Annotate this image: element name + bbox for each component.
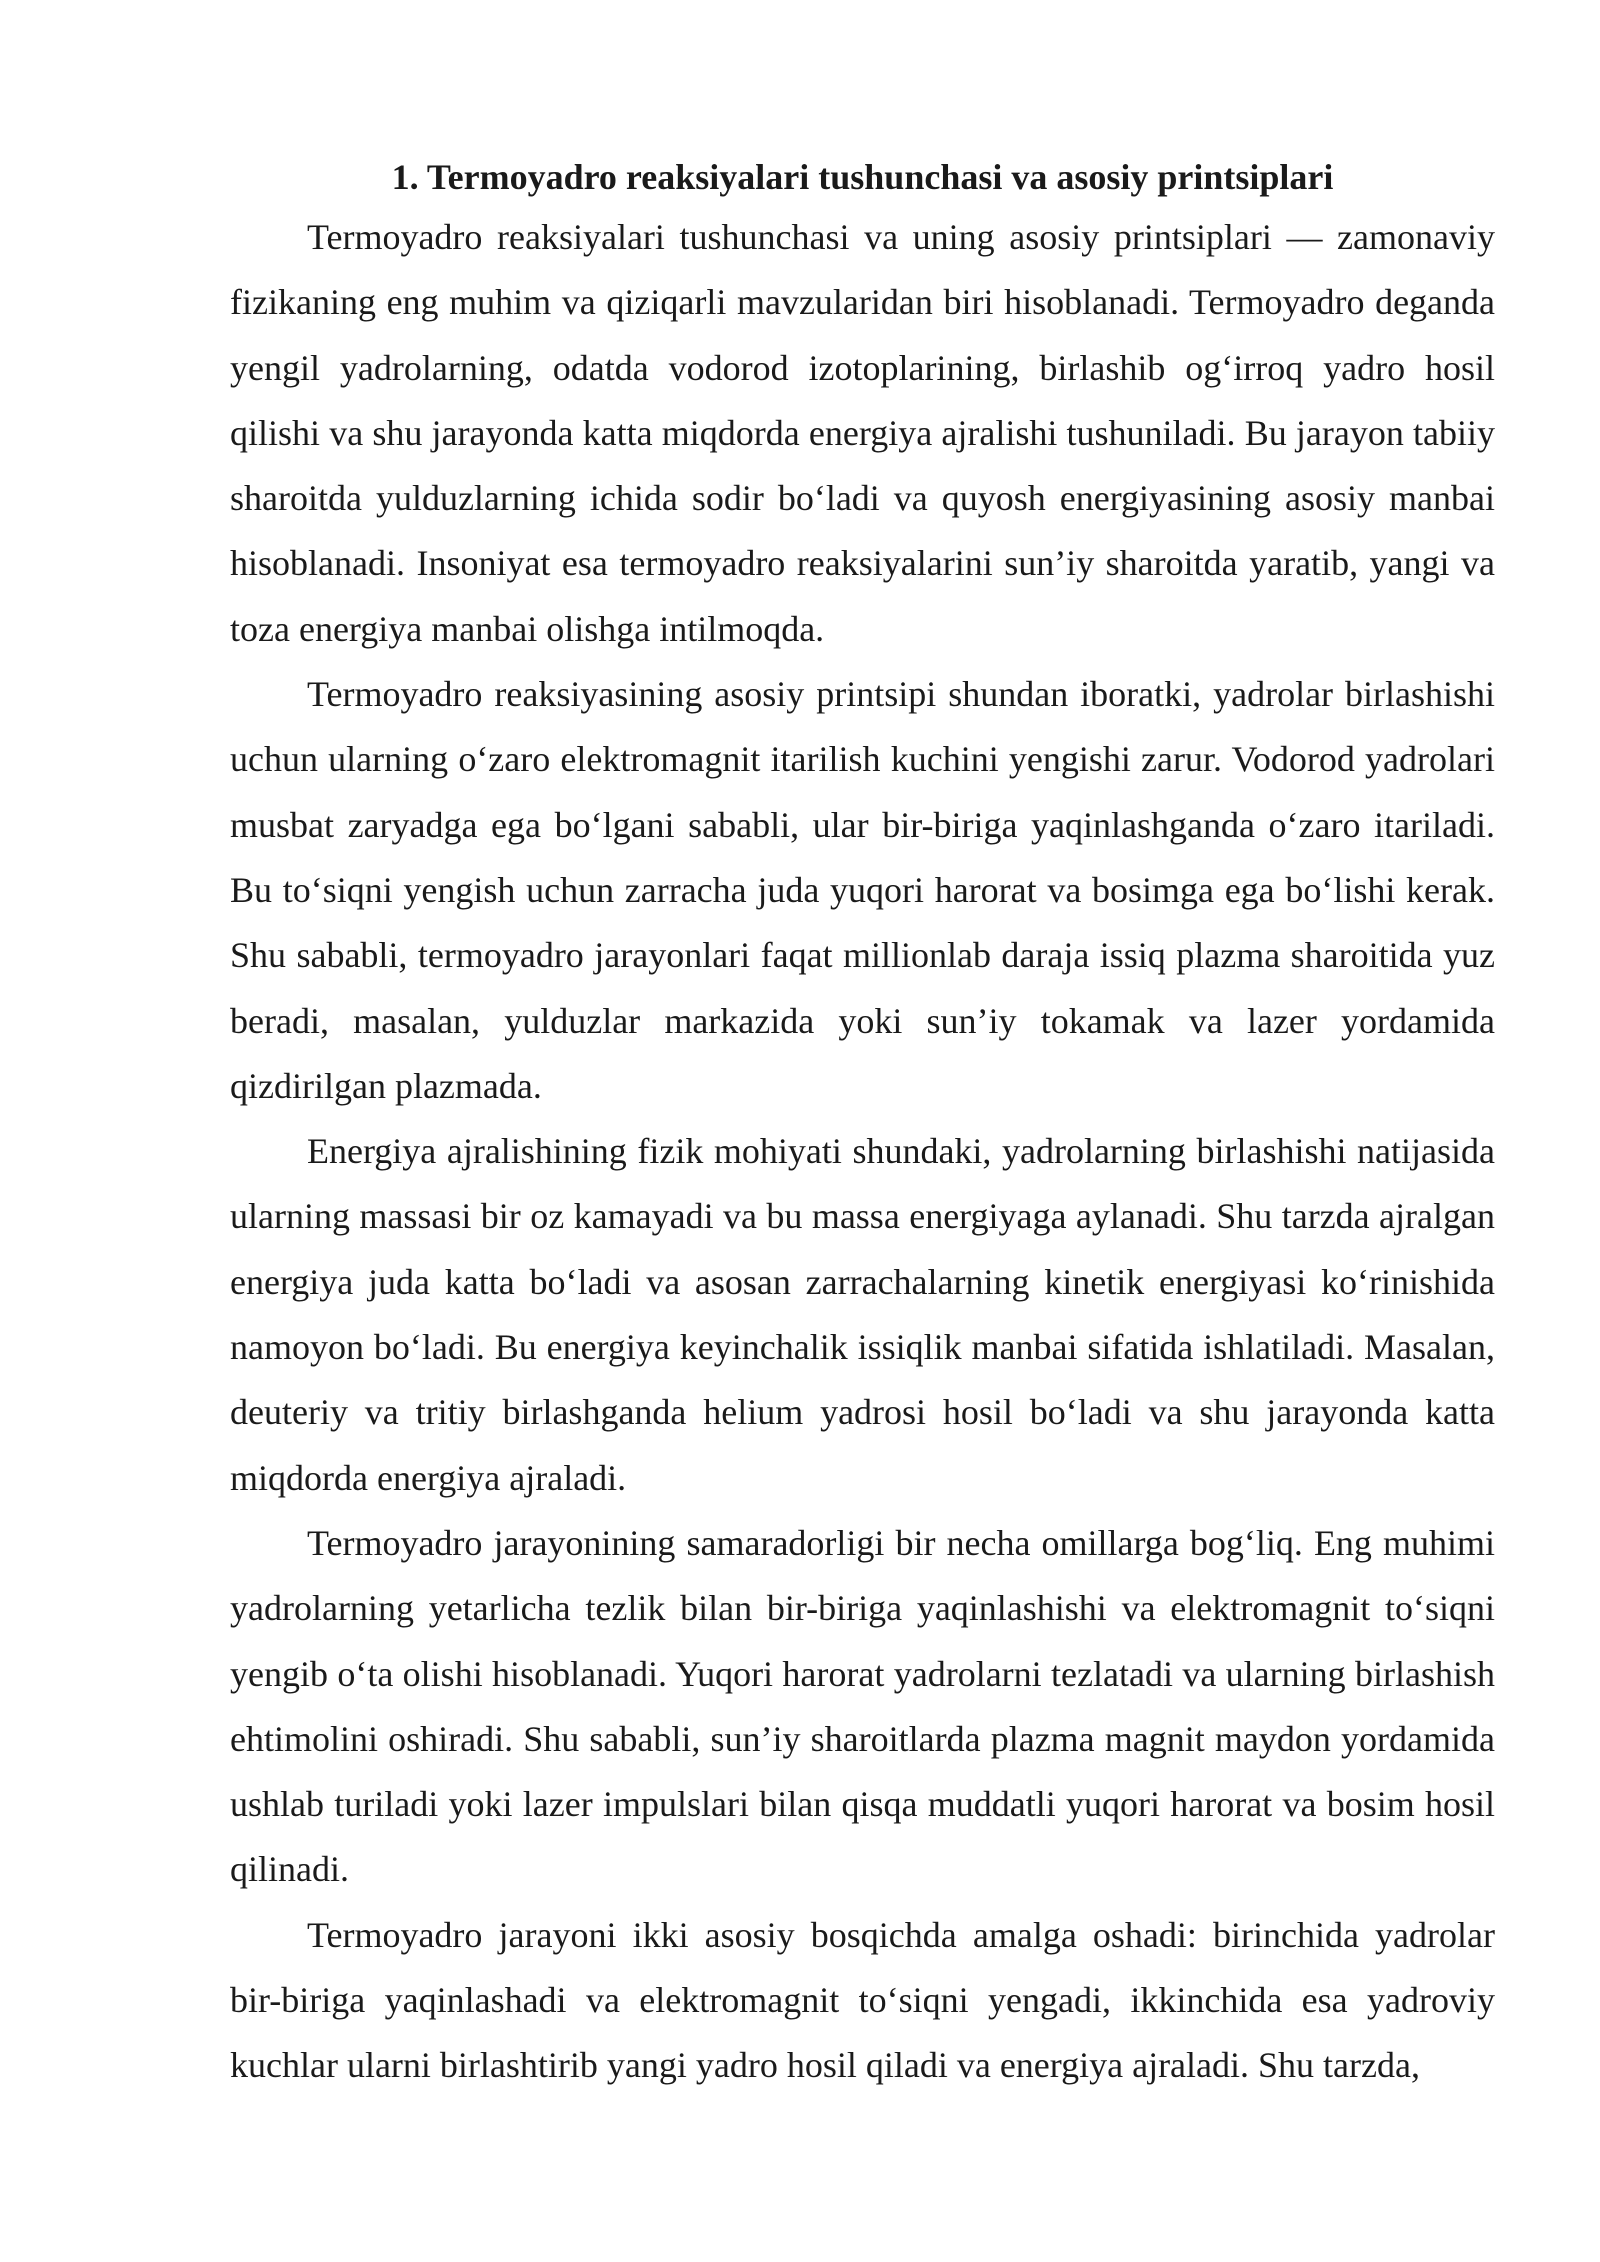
document-page [230, 150, 1495, 2099]
section-title: 1. Termoyadro reaksiyalari tushunchasi va asosiy printsiplari [391, 157, 1334, 197]
paragraph-5: Termoyadro jarayoni ikki asosiy bosqichda amalga oshadi: birinchida yadrolar bir-biriga yaqinlashadi va elektromagnit to‘siqni yengadi, ikkinchida esa yadroviy kuchlar ularni birlashtirib yangi yadro hosil qiladi va energiya ajraladi. Shu tarzda, [230, 1914, 1495, 2086]
paragraph-2: Termoyadro reaksiyasining asosiy printsipi shundan iboratki, yadrolar birlashishi uchun ularning o‘zaro elektromagnit itarilish kuchini yengishi zarur. Vodorod yadrolari musbat zaryadga ega bo‘lgani sababli, ular bir-biriga yaqinlashganda o‘zaro itariladi. Bu to‘siqni yengish uchun zarracha juda yuqori harorat va bosimga ega bo‘lishi kerak. Shu sababli, termoyadro jarayonlari faqat millionlab daraja issiq plazma sharoitida yuz beradi, masalan, yulduzlar markazida yoki sun’iy tokamak va lazer yordamida qizdirilgan plazmada. [230, 674, 1495, 1106]
paragraph-4: Termoyadro jarayonining samaradorligi bir necha omillarga bog‘liq. Eng muhimi yadrolarning yetarlicha tezlik bilan bir-biriga yaqinlashishi va elektromagnit to‘siqni yengib o‘ta olishi hisoblanadi. Yuqori harorat yadrolarni tezlatadi va ularning birlashish ehtimolini oshiradi. Shu sababli, sun’iy sharoitlarda plazma magnit maydon yordamida ushlab turiladi yoki lazer impulslari bilan qisqa muddatli yuqori harorat va bosim hosil qilinadi. [230, 1522, 1495, 1890]
paragraph-1: Termoyadro reaksiyalari tushunchasi va uning asosiy printsiplari — zamonaviy fizikaning eng muhim va qiziqarli mavzularidan biri hisoblanadi. Termoyadro deganda yengil yadrolarning, odatda vodorod izotoplarining, birlashib og‘irroq yadro hosil qilishi va shu jarayonda katta miqdorda energiya ajralishi tushuniladi. Bu jarayon tabiiy sharoitda yulduzlarning ichida sodir bo‘ladi va quyosh energiyasining asosiy manbai hisoblanadi. Insoniyat esa termoyadro reaksiyalarini sun’iy sharoitda yaratib, yangi va toza energiya manbai olishga intilmoqda. [230, 217, 1495, 649]
paragraph-3: Energiya ajralishining fizik mohiyati shundaki, yadrolarning birlashishi natijasida ularning massasi bir oz kamayadi va bu massa energiyaga aylanadi. Shu tarzda ajralgan energiya juda katta bo‘ladi va asosan zarrachalarning kinetik energiyasi ko‘rinishida namoyon bo‘ladi. Bu energiya keyinchalik issiqlik manbai sifatida ishlatiladi. Masalan, deuteriy va tritiy birlashganda helium yadrosi hosil bo‘ladi va shu jarayonda katta miqdorda energiya ajraladi. [230, 1131, 1495, 1498]
